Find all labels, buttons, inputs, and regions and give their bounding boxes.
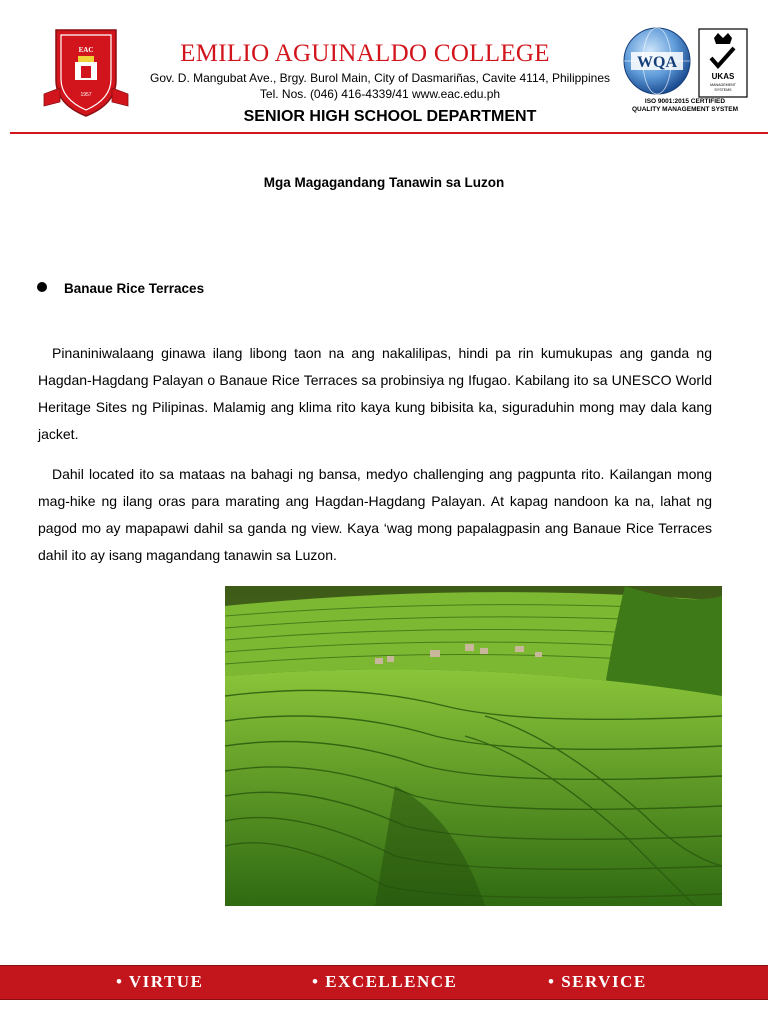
wqa-globe-logo [622,26,692,96]
college-seal-logo [42,22,130,120]
document-title: Mga Magagandang Tanawin sa Luzon [263,175,505,190]
svg-text:WQA: WQA [637,54,677,71]
rice-terraces-photo [225,586,722,906]
footer-motto-bar [0,965,768,1000]
college-name: EMILIO AGUINALDO COLLEGE [180,40,550,67]
motto-virtue: • VIRTUE [116,972,204,991]
svg-text:SYSTEMS: SYSTEMS [714,88,732,92]
paragraph-1: Pinaniniwalaang ginawa ilang libong taon na ang nakalilipas, hindi pa rin kumukupas ang ganda ng Hagdan-Hagdang Palayan o Banaue Rice Terraces sa probinsiya ng Ifugao. Kabilang ito sa UNESCO World Heritage Sites ng Pilipinas. Malamig ang klima rito kaya kung bibisita ka, siguraduhin mong may dala kang jacket. [38,345,712,442]
motto-excellence: • EXCELLENCE [312,972,458,991]
ukas-certification-logo [698,28,748,98]
svg-text:UKAS: UKAS [711,72,735,81]
paragraph-2: Dahil located ito sa mataas na bahagi ng bansa, medyo challenging ang pagpunta rito. Kailangan mong mag-hike ng ilang oras para marating ang Hagdan-Hagdang Palayan. At kapag nandoon ka na, lahat ng pagod mo ay mapapawi dahil sa ganda ng view. Kaya ‘wag mong papalagpasin ang Banaue Rice Terraces dahil ito ay isang magandang tanawin sa Luzon. [38,466,712,563]
iso-line-2: QUALITY MANAGEMENT SYSTEM [631,106,739,113]
iso-line-1: ISO 9001:2015 CERTIFIED [644,98,726,105]
header-divider [10,132,768,134]
svg-text:EAC: EAC [78,46,94,54]
svg-text:1957: 1957 [80,92,92,98]
motto-service: • SERVICE [548,972,647,991]
college-contact: Tel. Nos. (046) 416-4339/41 www.eac.edu.ph [259,87,501,101]
bullet-dot [37,282,47,292]
section-heading: Banaue Rice Terraces [64,281,205,296]
svg-text:MANAGEMENT: MANAGEMENT [710,83,736,87]
iso-certification-text [620,98,750,114]
department-title: SENIOR HIGH SCHOOL DEPARTMENT [243,108,537,125]
college-address: Gov. D. Mangubat Ave., Brgy. Burol Main, City of Dasmariñas, Cavite 4114, Philippines [150,71,610,85]
